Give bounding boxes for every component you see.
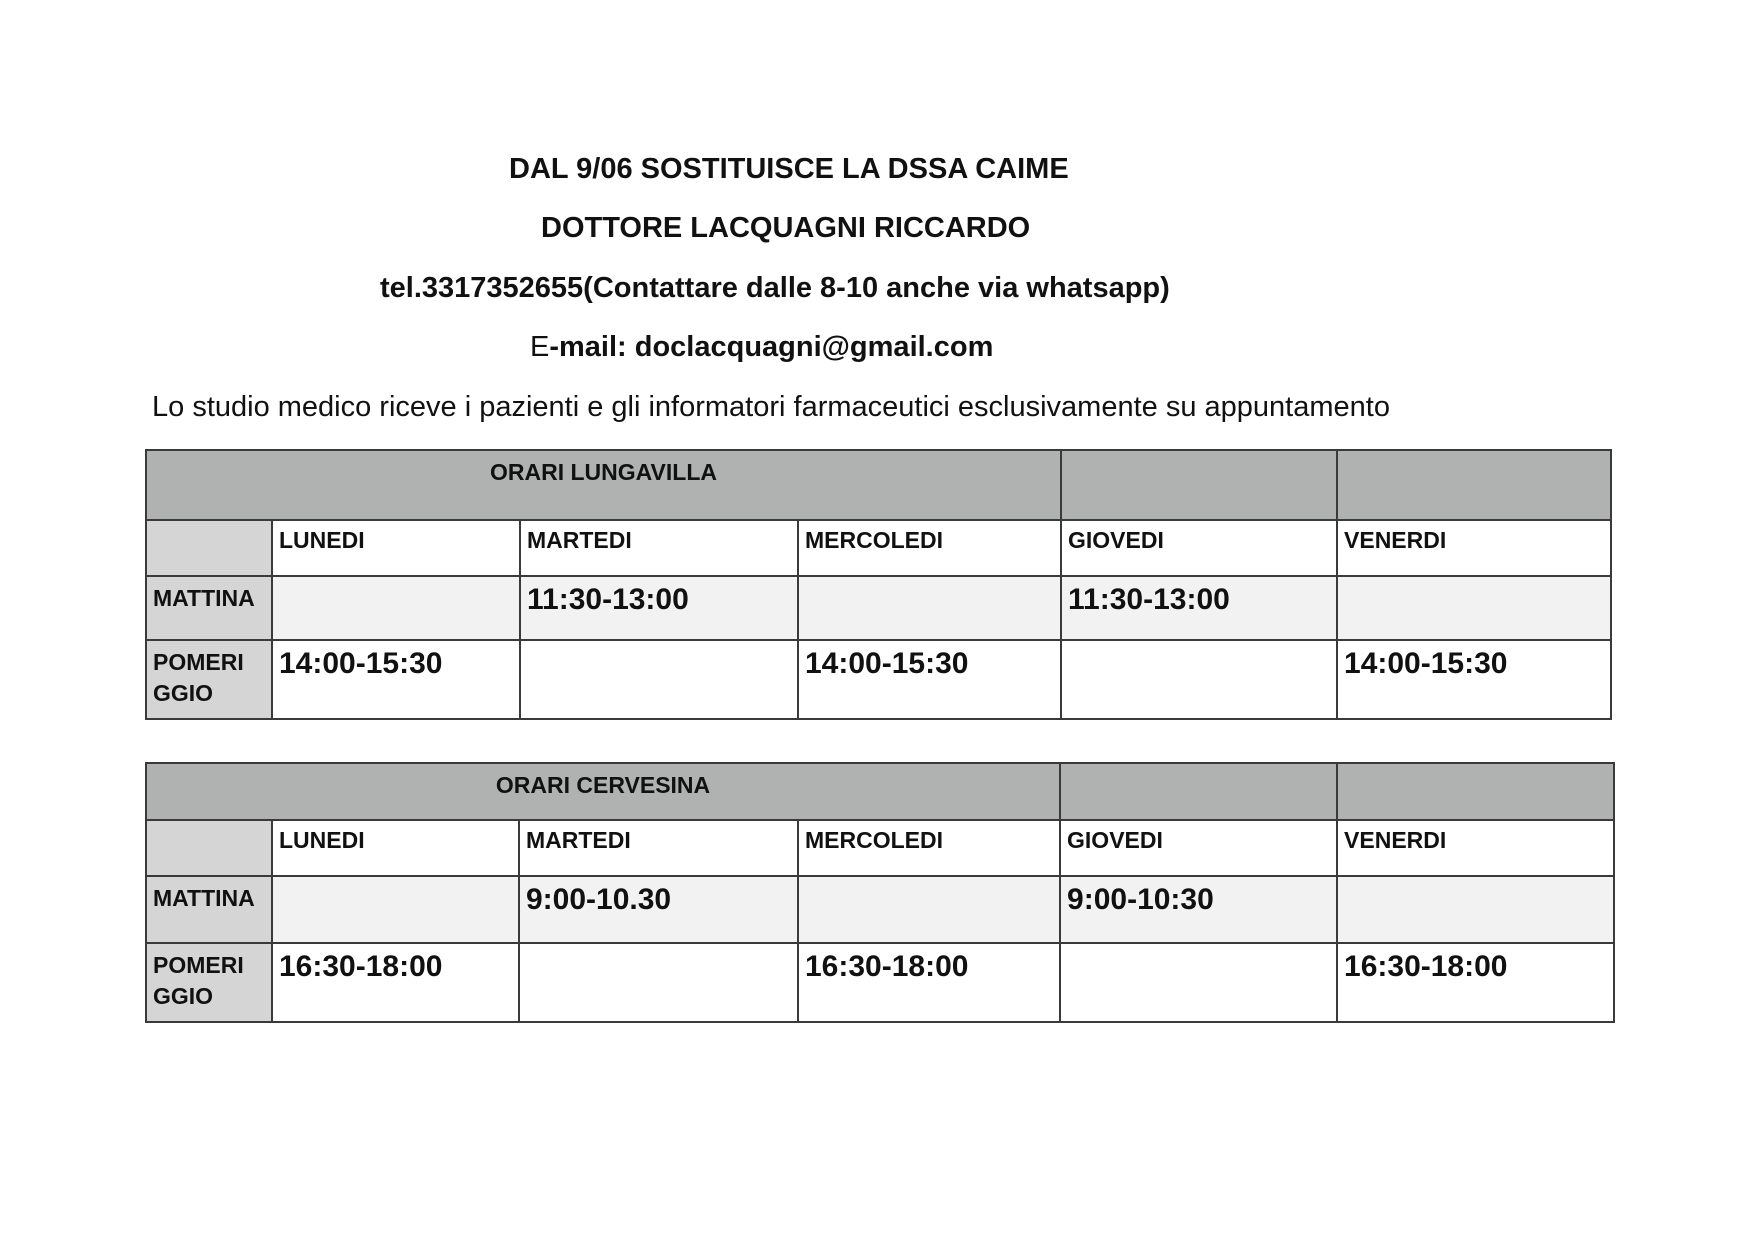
- day-header: MERCOLEDI: [798, 520, 1061, 576]
- time-cell: 16:30-18:00: [1337, 943, 1614, 1022]
- table-title: ORARI LUNGAVILLA: [146, 450, 1061, 520]
- time-cell: [1061, 640, 1337, 719]
- morning-row: [146, 576, 1611, 640]
- day-header: VENERDI: [1337, 520, 1611, 576]
- time-cell: 14:00-15:30: [272, 640, 520, 719]
- email-prefix: E: [530, 331, 550, 363]
- table-header-row: [146, 450, 1611, 520]
- afternoon-row: [146, 640, 1611, 719]
- time-cell: [272, 876, 519, 943]
- header-empty-cell: [1337, 763, 1614, 820]
- schedule-table-lungavilla: [145, 449, 1612, 720]
- time-cell: 9:00-10:30: [1060, 876, 1337, 943]
- days-row: [146, 520, 1611, 576]
- time-cell: 14:00-15:30: [798, 640, 1061, 719]
- table-header-row: [146, 763, 1614, 820]
- time-cell: [1337, 576, 1611, 640]
- row-label-morning: MATTINA: [146, 576, 272, 640]
- row-label-afternoon: POMERI GGIO: [146, 943, 272, 1022]
- days-row: [146, 820, 1614, 876]
- appointment-notice: Lo studio medico riceve i pazienti e gli informatori farmaceutici esclusivamente su appuntamento: [152, 391, 1390, 423]
- time-cell: 16:30-18:00: [272, 943, 519, 1022]
- time-cell: 11:30-13:00: [520, 576, 798, 640]
- time-cell: [1337, 876, 1614, 943]
- time-cell: [520, 640, 798, 719]
- table-title: ORARI CERVESINA: [146, 763, 1060, 820]
- title-line-email: [530, 329, 993, 365]
- afternoon-row: [146, 943, 1614, 1022]
- time-cell: [272, 576, 520, 640]
- day-header: VENERDI: [1337, 820, 1614, 876]
- time-cell: [798, 576, 1061, 640]
- row-label-afternoon: POMERI GGIO: [146, 640, 272, 719]
- day-header: GIOVEDI: [1060, 820, 1337, 876]
- header-empty-cell: [1337, 450, 1611, 520]
- corner-cell: [146, 820, 272, 876]
- time-cell: [519, 943, 798, 1022]
- time-cell: [798, 876, 1060, 943]
- time-cell: [1060, 943, 1337, 1022]
- day-header: LUNEDI: [272, 820, 519, 876]
- title-line-doctor-name: DOTTORE LACQUAGNI RICCARDO: [541, 212, 1031, 244]
- day-header: LUNEDI: [272, 520, 520, 576]
- time-cell: 16:30-18:00: [798, 943, 1060, 1022]
- day-header: MERCOLEDI: [798, 820, 1060, 876]
- time-cell: 11:30-13:00: [1061, 576, 1337, 640]
- morning-row: [146, 876, 1614, 943]
- corner-cell: [146, 520, 272, 576]
- title-line-substitution: DAL 9/06 SOSTITUISCE LA DSSA CAIME: [509, 153, 1069, 185]
- day-header: MARTEDI: [519, 820, 798, 876]
- header-empty-cell: [1061, 450, 1337, 520]
- email-text: -mail: doclacquagni@gmail.com: [549, 331, 994, 363]
- time-cell: 14:00-15:30: [1337, 640, 1611, 719]
- row-label-morning: MATTINA: [146, 876, 272, 943]
- title-line-phone: tel.3317352655(Contattare dalle 8-10 anche via whatsapp): [380, 272, 1170, 304]
- day-header: GIOVEDI: [1061, 520, 1337, 576]
- schedule-table-cervesina: [145, 762, 1615, 1023]
- day-header: MARTEDI: [520, 520, 798, 576]
- header-empty-cell: [1060, 763, 1337, 820]
- time-cell: 9:00-10.30: [519, 876, 798, 943]
